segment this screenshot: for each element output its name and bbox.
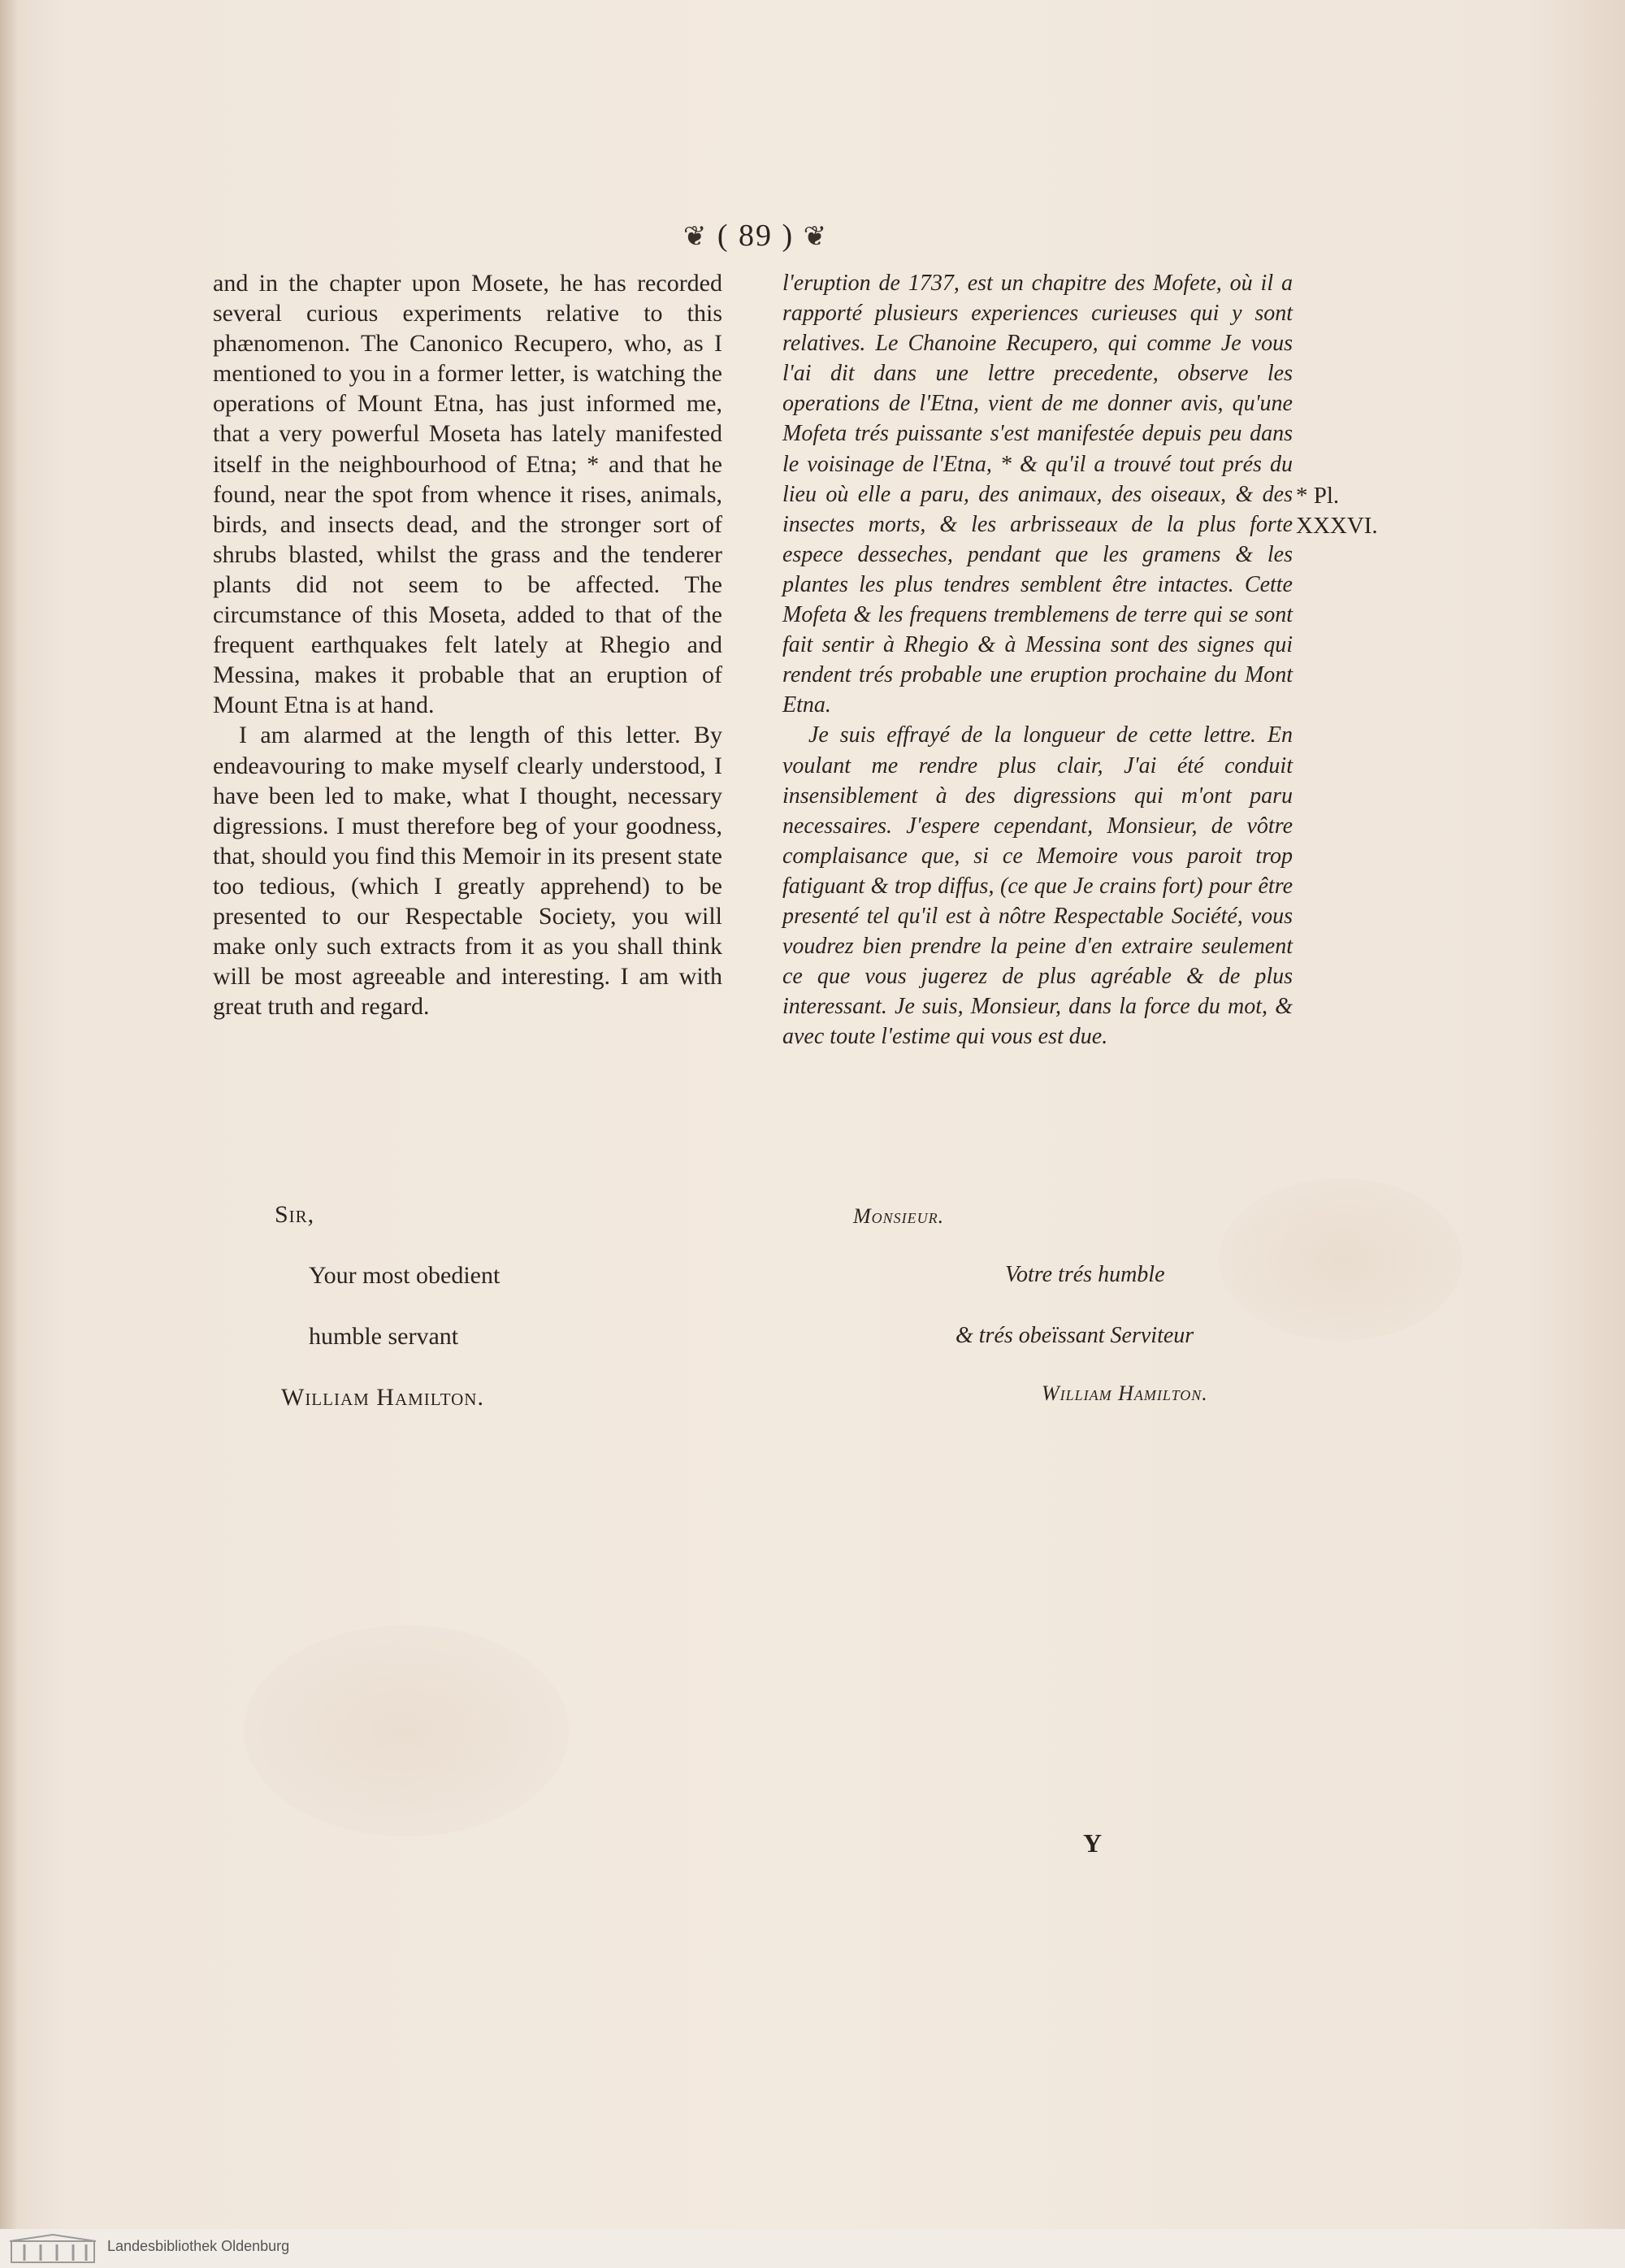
french-column	[782, 268, 1293, 1052]
catchword: Y	[1083, 1828, 1103, 1858]
french-salutation: Monsieur.	[853, 1204, 945, 1228]
english-salutation: Sir,	[275, 1201, 315, 1228]
english-closing-2: humble servant	[309, 1323, 459, 1350]
english-closing-1: Your most obedient	[309, 1262, 500, 1289]
french-closing-2: & trés obeïssant Serviteur	[956, 1323, 1194, 1348]
plate-reference-line-1: * Pl.	[1296, 483, 1340, 509]
french-closing-1: Votre trés humble	[1005, 1262, 1165, 1287]
page-edge-shadow	[0, 0, 18, 2268]
footer-library-name: Landesbibliothek Oldenburg	[107, 2238, 290, 2254]
ornament-right-icon: ❦	[803, 222, 829, 252]
plate-reference	[1296, 481, 1385, 541]
paper-stain	[1219, 1178, 1462, 1341]
library-building-icon	[8, 2233, 98, 2264]
french-paragraph-2: Je suis effrayé de la longueur de cette lettre. En voulant me rendre plus clair, J'ai été conduit insensiblement à des digressions qui m'ont paru necessaires. J'espere cependant, Monsieur, de vôtre complaisance que, si ce Memoire vous paroit trop fatiguant & trop diffus, (ce que Je crains fort) pour être presenté tel qu'il est à nôtre Respectable Société, vous voudrez bien prendre la peine d'en extraire seulement ce que vous jugerez de plus agréable & de plus interessant. Je suis, Monsieur, dans la force du mot, & avec toute l'estime qui vous est due.	[782, 722, 1293, 1050]
french-signature: William Hamilton.	[1042, 1381, 1208, 1405]
english-paragraph-2: I am alarmed at the length of this letter. By endeavouring to make myself clearly understood, I have been led to make, what I thought, necessary digressions. I must therefore beg of your goodness, that, should you find this Memoir in its present state too tedious, (which I greatly apprehend) to be presented to our Respectable Society, you will make only such extracts from it as you shall think will be most agreeable and interesting. I am with great truth and regard.	[213, 722, 722, 1021]
french-paragraph-1: l'eruption de 1737, est un chapitre des Mofete, où il a rapporté plusieurs experiences curieuses qui y sont relatives. Le Chanoine Recupero, qui comme Je vous l'ai dit dans une lettre precedente, observe les operations de l'Etna, vient de me donner avis, qu'une Mofeta trés puissante s'est manifestée depuis peu dans le voisinage de l'Etna, * & qu'il a trouvé tout prés du lieu où elle a paru, des animaux, des oiseaux, & des insectes morts, & les arbrisseaux de la plus forte espece desseches, pendant que les gramens & les plantes les plus tendres semblent être intactes. Cette Mofeta & les frequens tremblemens de terre qui se sont fait sentir à Rhegio & à Messina sont des signes qui rendent trés probable une eruption prochaine du Mont Etna.	[782, 271, 1293, 718]
plate-reference-line-2: XXXVI.	[1296, 513, 1378, 539]
paper-stain	[244, 1625, 569, 1837]
page-header	[666, 218, 845, 254]
english-paragraph-1: and in the chapter upon Mosete, he has recorded several curious experiments relative to this phænomenon. The Canonico Recupero, who, as I mentioned to you in a former letter, is watching the operations of Mount Etna, has just informed me, that a very powerful Moseta has lately manifested itself in the neighbourhood of Etna; * and that he found, near the spot from whence it rises, animals, birds, and insects dead, and the stronger sort of shrubs blasted, whilst the grass and the tenderer plants did not seem to be affected. The circumstance of this Moseta, added to that of the frequent earthquakes felt lately at Rhegio and Messina, makes it probable that an eruption of Mount Etna is at hand.	[213, 270, 722, 719]
page-number: ( 89 )	[717, 219, 795, 253]
english-signature: William Hamilton.	[281, 1384, 484, 1411]
ornament-left-icon: ❦	[682, 222, 708, 252]
english-column	[213, 268, 722, 1021]
